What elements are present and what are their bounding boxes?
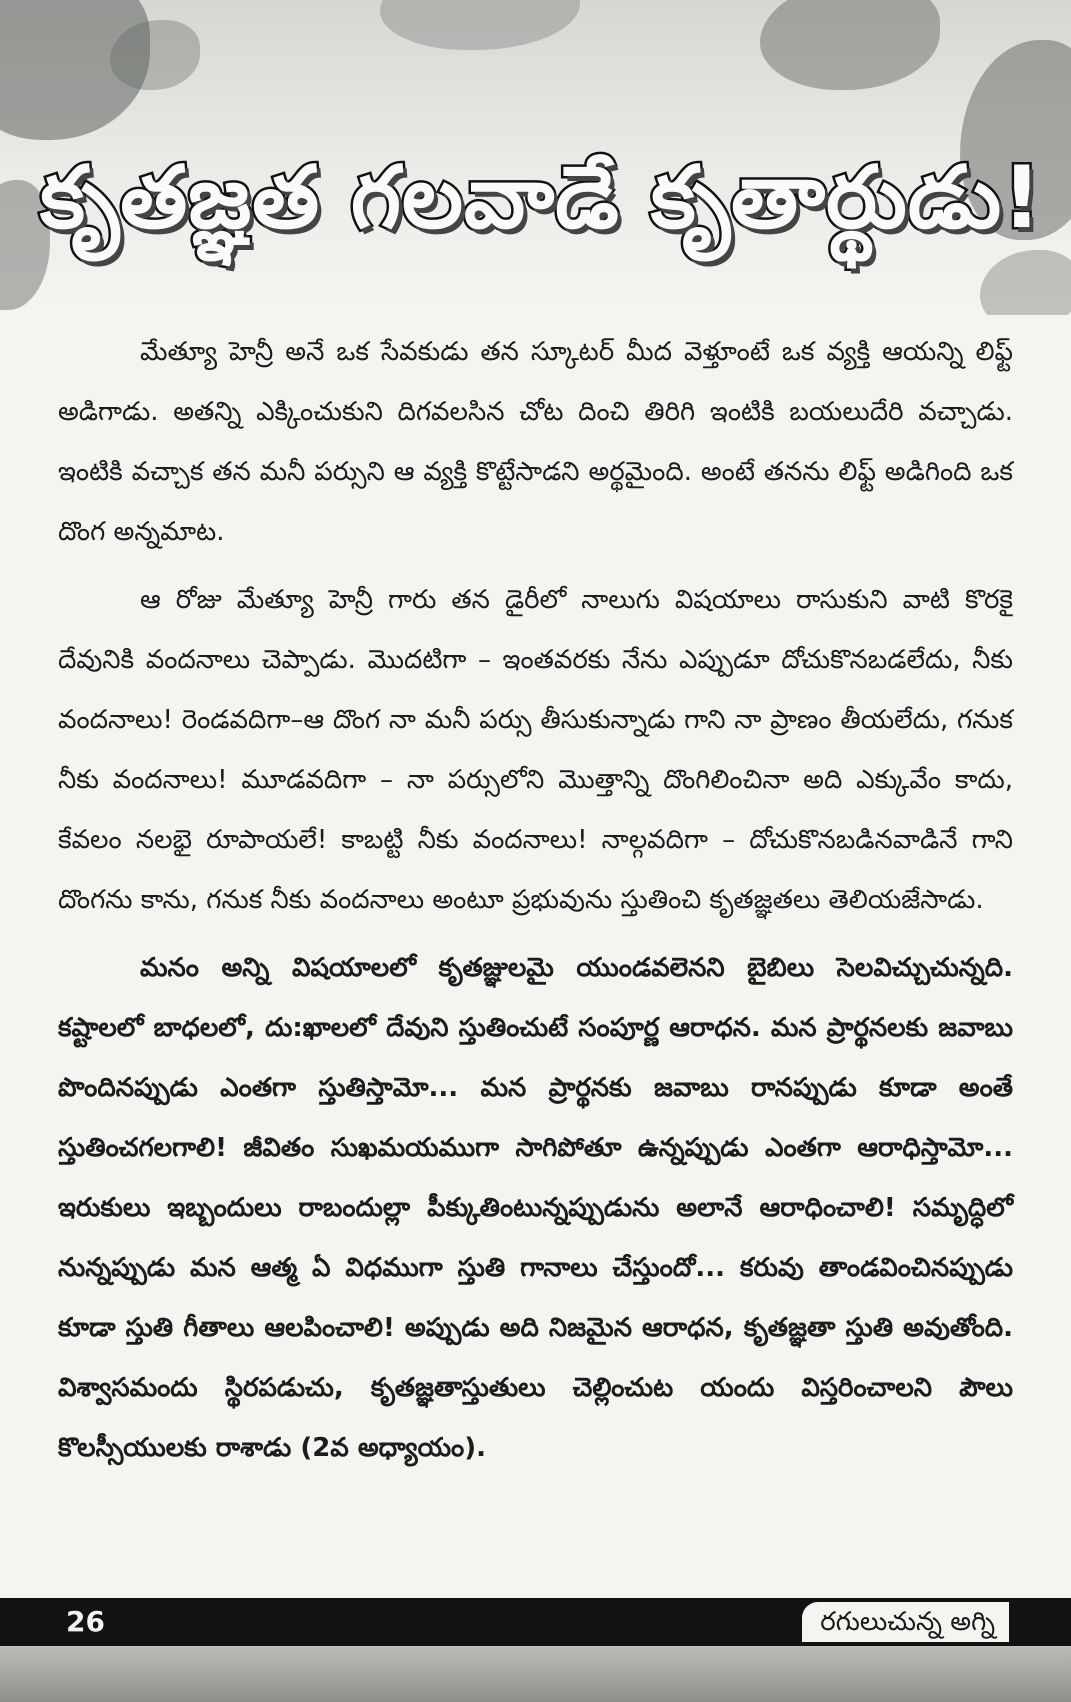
leaf-decoration: [380, 0, 580, 50]
page-title: కృతజ్ఞత గలవాడే కృతార్థుడు!: [40, 148, 1043, 248]
footer-decoration: [0, 1646, 1071, 1702]
page-number: 26: [66, 1605, 105, 1638]
decorative-header: [0, 0, 1071, 315]
paragraph-3: మనం అన్ని విషయాలలో కృతజ్ఞులమై యుండవలెనని బైబిలు సెలవిచ్చుచున్నది. కష్టాలలో బాధలలో, దు:ఖాలలో దేవుని స్తుతించుటే సంపూర్ణ ఆరాధన. మన ప్రార్థనలకు జవాబు పొందినప్పుడు ఎంతగా స్తుతిస్తామో... మన ప్రార్థనకు జవాబు రానప్పుడు కూడా అంతే స్తుతించగలగాలి! జీవితం సుఖమయముగా సాగిపోతూ ఉన్నప్పుడు ఎంతగా ఆరాధిస్తామో... ఇరుకులు ఇబ్బందులు రాబందుల్లా పీక్కుతింటున్నప్పుడును అలానే ఆరాధించాలి! సమృద్ధిలో నున్నప్పుడు మన ఆత్మ ఏ విధముగా స్తుతి గానాలు చేస్తుందో... కరువు తాండవించినప్పుడు కూడా స్తుతి గీతాలు ఆలపించాలి! అప్పుడు అది నిజమైన ఆరాధన, కృతజ్ఞతా స్తుతి అవుతోంది. విశ్వాసమందు స్థిరపడుచు, కృతజ్ఞతాస్తుతులు చెల్లించుట యందు విస్తరించాలని పౌలు కొలస్సీయులకు రాశాడు (2వ అధ్యాయం).: [58, 953, 1013, 1463]
paragraph-2: ఆ రోజు మేత్యూ హెన్రీ గారు తన డైరీలో నాలుగు విషయాలు రాసుకుని వాటి కొరకై దేవునికి వందనాలు చెప్పాడు. మొదటిగా – ఇంతవరకు నేను ఎప్పుడూ దోచుకొనబడలేదు, నీకు వందనాలు! రెండవదిగా–ఆ దొంగ నా మనీ పర్సు తీసుకున్నాడు గాని నా ప్రాణం తీయలేదు, గనుక నీకు వందనాలు! మూడవదిగా – నా పర్సులోని మొత్తాన్ని దొంగిలించినా అది ఎక్కువేం కాదు, కేవలం నలభై రూపాయలే! కాబట్టి నీకు వందనాలు! నాల్గవదిగా – దోచుకొనబడినవాడినే గాని దొంగను కాను, గనుక నీకు వందనాలు అంటూ ప్రభువును స్తుతించి కృతజ్ఞతలు తెలియజేసాడు.: [58, 585, 1013, 915]
article-body: [58, 322, 1013, 1592]
paragraph-1: మేత్యూ హెన్రీ అనే ఒక సేవకుడు తన స్కూటర్ మీద వెళ్తూంటే ఒక వ్యక్తి ఆయన్ని లిఫ్ట్ అడిగాడు. అతన్ని ఎక్కించుకుని దిగవలసిన చోట దించి తిరిగి ఇంటికి బయలుదేరి వచ్చాడు. ఇంటికి వచ్చాక తన మనీ పర్సుని ఆ వ్యక్తి కొట్టేసాడని అర్థమైంది. అంటే తనను లిఫ్ట్ అడిగింది ఒక దొంగ అన్నమాట.: [58, 337, 1013, 547]
leaf-decoration: [760, 0, 940, 90]
running-title: రగులుచున్న అగ్ని: [802, 1602, 1009, 1642]
